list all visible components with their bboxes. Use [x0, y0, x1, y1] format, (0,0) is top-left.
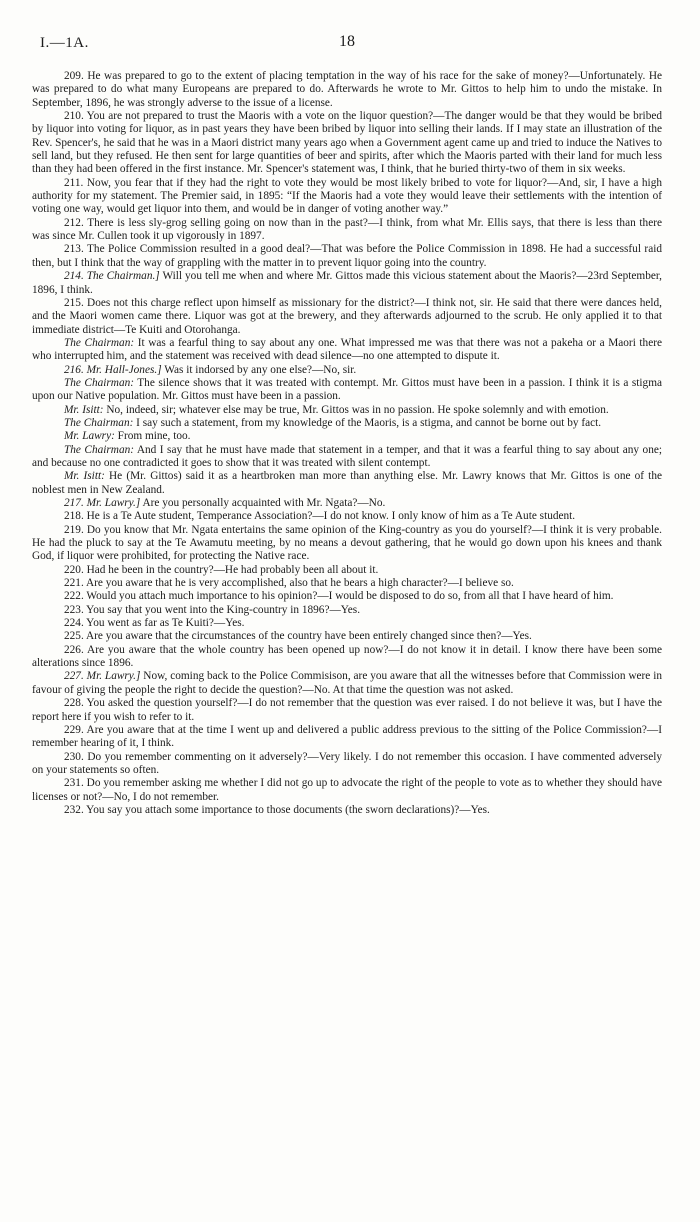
testimony-paragraph: [32, 430, 662, 443]
testimony-paragraph: [32, 497, 662, 510]
testimony-paragraph: [32, 364, 662, 377]
paragraph-text: And I say that he must have made that statement in a temper, and that it was a fearful thing to say about any one; and because no one contradicted it goes to show that it was treated with silent contempt.: [32, 443, 662, 469]
paragraph-text: 215. Does not this charge reflect upon himself as missionary for the district?—I think not, sir. He said that there were dances held, and the Maori women came there. Liquor was got at the brewery, and they afterwards adjourned to the scrub. He only applied it to that immediate district—Te Kuiti and Otorohanga.: [32, 296, 662, 336]
testimony-paragraph: [32, 590, 662, 603]
testimony-paragraph: [32, 377, 662, 404]
paragraph-text: 232. You say you attach some importance to those documents (the sworn declarations)?—Yes.: [64, 803, 490, 816]
testimony-paragraph: [32, 670, 662, 697]
testimony-paragraph: [32, 724, 662, 751]
testimony-paragraph: [32, 110, 662, 177]
testimony-paragraph: [32, 604, 662, 617]
paragraph-text: He (Mr. Gittos) said it as a heartbroken man more than anything else. Mr. Lawry knows that Mr. Gittos is one of the noblest men in New Zealand.: [32, 470, 662, 496]
speaker-label: The Chairman:: [64, 416, 134, 429]
paragraph-text: 210. You are not prepared to trust the Maoris with a vote on the liquor question?—The danger would be that they would be bribed by liquor into voting for liquor, as in past years they have been bribed by liquor into selling their lands. If I may state an illustration of the Rev. Spencer's, he said that he was in a Maori district many years ago when a Government agent came up and tried to induce the Natives to sell land, but they refused. He then sent for large quantities of beer and spirits, after which the Maoris parted with their land for much less than they had been offered in the first instance. Mr. Spencer's statement was, I think, that he buried thirty-two of them in six weeks.: [32, 110, 662, 176]
paragraph-text: 226. Are you aware that the whole country has been opened up now?—I do not know it in detail. I know there have been some alterations since 1896.: [32, 643, 662, 670]
paragraph-text: 219. Do you know that Mr. Ngata entertains the same opinion of the King-country as you do yourself?—I think it is very probable. He had the pluck to say at the Te Awamutu meeting, by no means a devout gathering, that he would go down upon his knees and thank God, if liquor were prohibited, for protecting the Native race.: [32, 523, 662, 563]
paragraph-text: Will you tell me when and where Mr. Gittos made this vicious statement about the Maoris?—23rd September, 1896, I think.: [32, 270, 662, 296]
paragraph-text: 225. Are you aware that the circumstances of the country have been entirely changed since then?—Yes.: [64, 630, 532, 643]
testimony-paragraph: [32, 510, 662, 523]
testimony-paragraph: [32, 444, 662, 471]
speaker-label: Mr. Isitt:: [64, 470, 105, 483]
paragraph-text: 228. You asked the question yourself?—I do not remember that the question was ever raised. I do not believe it was, but I have the report here if you wish to refer to it.: [32, 697, 662, 723]
paragraph-text: 211. Now, you fear that if they had the right to vote they would be most likely bribed to vote for liquor?—And, sir, I have a high authority for my statement. The Premier said, in 1895: “If the Maoris had a vote they would leave their settlements with the intention of voting one way, would get liquor into them, and would be in danger of voting another way.”: [32, 176, 662, 216]
paragraph-text: 231. Do you remember asking me whether I did not go up to advocate the right of the people to vote as to whether they should have licenses or not?—No, I do not remember.: [32, 777, 662, 803]
testimony-paragraph: [32, 417, 662, 430]
speaker-label: The Chairman:: [64, 376, 135, 389]
page-number: 18: [339, 33, 355, 50]
paragraph-text: Are you personally acquainted with Mr. Ngata?—No.: [140, 497, 386, 509]
testimony-paragraph: [32, 470, 662, 497]
document-body: [32, 70, 662, 817]
paragraph-text: I say such a statement, from my knowledge of the Maoris, is a stigma, and cannot be borne out by fact.: [133, 416, 602, 429]
speaker-label: 217. Mr. Lawry.]: [64, 497, 141, 509]
testimony-paragraph: [32, 243, 662, 270]
speaker-label: The Chairman:: [64, 336, 135, 349]
document-reference: I.—1A.: [40, 35, 89, 51]
paragraph-text: No, indeed, sir; whatever else may be true, Mr. Gittos was in no passion. He spoke solemnly and with emotion.: [103, 403, 609, 416]
page-header: [32, 0, 662, 70]
paragraph-text: It was a fearful thing to say about any one. What impressed me was that there was not a pakeha or a Maori there who interrupted him, and the statement was received with dead silence—no one attempted to dispute it.: [32, 336, 663, 363]
testimony-paragraph: [32, 630, 662, 643]
testimony-paragraph: [32, 617, 662, 630]
testimony-paragraph: [32, 217, 662, 244]
testimony-paragraph: [32, 177, 662, 217]
paragraph-text: 220. Had he been in the country?—He had probably been all about it.: [64, 563, 379, 576]
testimony-paragraph: [32, 577, 662, 590]
speaker-label: 227. Mr. Lawry.]: [64, 670, 141, 683]
speaker-label: 216. Mr. Hall-Jones.]: [64, 363, 162, 376]
paragraph-text: 222. Would you attach much importance to his opinion?—I would be disposed to do so, from all that I have heard of him.: [64, 590, 614, 603]
paragraph-text: 209. He was prepared to go to the extent of placing temptation in the way of his race for the sake of money?—Unfortunately. He was prepared to do what many Europeans are prepared to do. Afterwards he wrote to Mr. Gittos to help him to undo the mistake. In September, 1896, he was strongly adverse to the issue of a license.: [32, 70, 662, 109]
testimony-paragraph: [32, 297, 662, 337]
paragraph-text: 212. There is less sly-grog selling going on now than in the past?—I think, from what Mr. Ellis says, that there is less than there was since Mr. Cullen took it up vigorously in 1897.: [32, 216, 662, 243]
testimony-paragraph: [32, 804, 662, 817]
paragraph-text: 223. You say that you went into the King-country in 1896?—Yes.: [64, 603, 361, 616]
testimony-paragraph: [32, 524, 662, 564]
speaker-label: 214. The Chairman.]: [64, 270, 160, 283]
paragraph-text: 229. Are you aware that at the time I went up and delivered a public address previous to the sitting of the Police Commission?—I remember hearing of it, I think.: [32, 723, 662, 750]
paragraph-text: 221. Are you aware that he is very accomplished, also that he bears a high character?—I believe so.: [64, 577, 514, 590]
paragraph-text: Now, coming back to the Police Commisison, are you aware that all the witnesses before that Commission were in favour of giving the people the right to decide the question?—No. At that time the question was not asked.: [32, 670, 662, 696]
speaker-label: Mr. Lawry:: [64, 430, 115, 443]
testimony-paragraph: [32, 564, 662, 577]
paragraph-text: 230. Do you remember commenting on it adversely?—Very likely. I do not remember this occasion. I have commented adversely on your statements so often.: [32, 750, 662, 776]
testimony-paragraph: [32, 751, 662, 778]
paragraph-text: 213. The Police Commission resulted in a good deal?—That was before the Police Commission in 1898. He had a successful raid then, but I think that the way of grappling with the matter in to prevent liquor going into the country.: [32, 243, 662, 269]
testimony-paragraph: [32, 70, 662, 110]
paragraph-text: The silence shows that it was treated with contempt. Mr. Gittos must have been in a passion. I think it is a stigma upon our Native population. Mr. Gittos must have been in a passion.: [32, 376, 663, 403]
testimony-paragraph: [32, 270, 662, 297]
testimony-paragraph: [32, 644, 662, 671]
testimony-paragraph: [32, 697, 662, 724]
testimony-paragraph: [32, 337, 662, 364]
speaker-label: Mr. Isitt:: [64, 403, 104, 416]
paragraph-text: Was it indorsed by any one else?—No, sir.: [161, 363, 357, 376]
testimony-paragraph: [32, 777, 662, 804]
paragraph-text: 224. You went as far as Te Kuiti?—Yes.: [64, 617, 245, 630]
paragraph-text: From mine, too.: [114, 430, 191, 443]
paragraph-text: 218. He is a Te Aute student, Temperance Association?—I do not know. I only know of him as a Te Aute student.: [64, 510, 576, 523]
testimony-paragraph: [32, 404, 662, 417]
speaker-label: The Chairman:: [64, 443, 135, 456]
